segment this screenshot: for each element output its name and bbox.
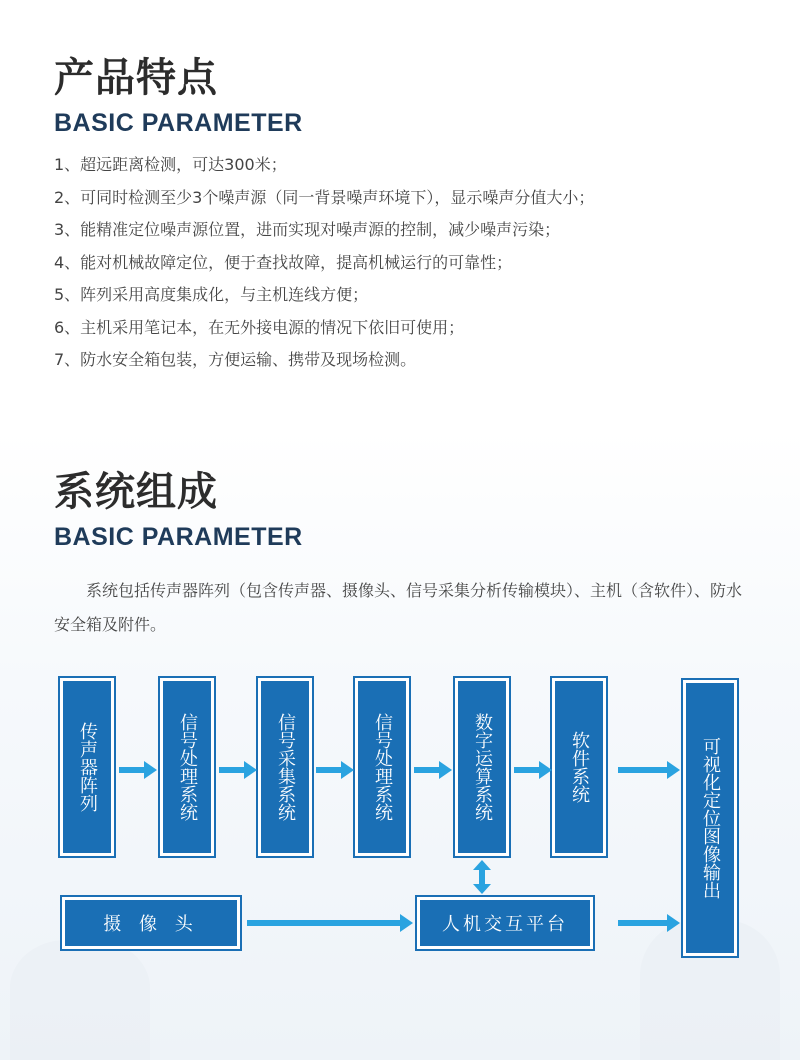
flow-arrow <box>618 760 680 780</box>
flow-arrow <box>119 760 157 780</box>
feature-item: 5、阵列采用高度集成化，与主机连线方便； <box>54 285 369 304</box>
feature-item: 2、可同时检测至少3个噪声源（同一背景噪声环境下），显示噪声分值大小； <box>54 187 595 207</box>
box-software-system: 软件系统 <box>552 678 606 856</box>
section1-title: 产品特点 <box>54 55 218 101</box>
flow-arrow <box>316 760 354 780</box>
box-digital-computation: 数字运算系统 <box>455 678 509 856</box>
feature-item: 4、能对机械故障定位，便于查找故障，提高机械运行的可靠性； <box>54 252 513 272</box>
section1-subtitle: BASIC PARAMETER <box>54 109 303 137</box>
box-signal-acquisition: 信号采集系统 <box>258 678 312 856</box>
system-intro: 系统包括传声器阵列（包含传声器、摄像头、信号采集分析传输模块）、主机（含软件）、防水安全箱及附件。 <box>54 581 743 634</box>
box-visual-output: 可视化定位图像输出 <box>683 680 737 956</box>
bidirectional-arrow-icon <box>472 860 492 894</box>
box-hmi-platform: 人机交互平台 <box>417 897 593 949</box>
flow-arrow <box>618 913 680 933</box>
box-mic-array: 传声器阵列 <box>60 678 114 856</box>
flow-arrow <box>219 760 257 780</box>
feature-item: 1、超远距离检测，可达300米； <box>54 155 287 174</box>
feature-item: 3、能精准定位噪声源位置，进而实现对噪声源的控制，减少噪声污染； <box>54 220 561 239</box>
box-signal-processing-2: 信号处理系统 <box>355 678 409 856</box>
section2-subtitle: BASIC PARAMETER <box>54 523 303 551</box>
flow-arrow <box>247 913 413 933</box>
feature-item: 6、主机采用笔记本，在无外接电源的情况下依旧可使用； <box>54 317 465 337</box>
feature-item: 7、防水安全箱包装，方便运输、携带及现场检测。 <box>54 350 417 369</box>
flow-arrow <box>514 760 552 780</box>
box-camera: 摄 像 头 <box>62 897 240 949</box>
flow-arrow <box>414 760 452 780</box>
section2-title: 系统组成 <box>54 469 218 515</box>
box-signal-processing-1: 信号处理系统 <box>160 678 214 856</box>
